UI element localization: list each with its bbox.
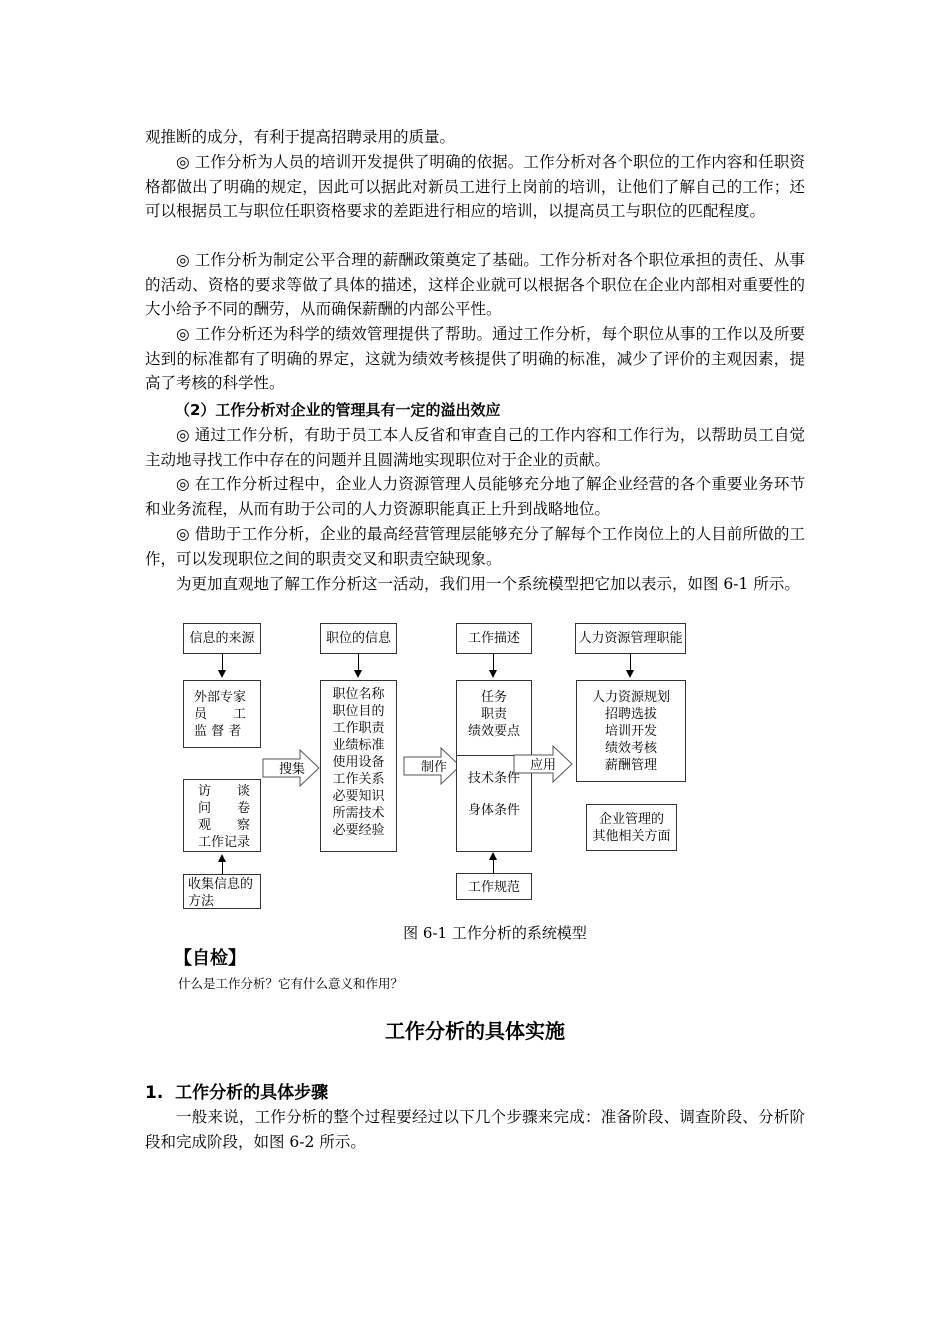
arrow-line — [493, 858, 494, 873]
box-item: 工作关系 — [332, 772, 385, 787]
box-item: 任务 — [480, 690, 507, 705]
box-item: 工作职责 — [332, 721, 385, 736]
paragraph: 一般来说，工作分析的整个过程要经过以下几个步骤来完成：准备阶段、调查阶段、分析阶段和完成阶段，如图 6-2 所示。 — [145, 1108, 805, 1151]
box-label: 职位的信息 — [325, 631, 391, 646]
paragraph: ◎ 在工作分析过程中，企业人力资源管理人员能够充分地了解企业经营的各个重要业务环节和业务流程，从而有助于公司的人力资源职能真正上升到战略地位。 — [145, 475, 805, 518]
arrow-down-icon — [489, 670, 497, 678]
arrow-down-icon — [354, 670, 362, 678]
box-item: 使用设备 — [332, 755, 385, 770]
box-item: 方法 — [188, 894, 215, 909]
box-item: 外部专家 — [194, 690, 247, 705]
other-management-box — [586, 804, 677, 851]
position-info-title-box — [320, 623, 397, 654]
box-item: 招聘选拔 — [604, 707, 657, 722]
hr-functions-title-box — [575, 623, 686, 654]
box-item: 业绩标准 — [332, 738, 385, 753]
arrow-line — [222, 860, 223, 874]
collection-method-box — [183, 874, 261, 909]
paragraph: ◎ 工作分析还为科学的绩效管理提供了帮助。通过工作分析，每个职位从事的工作以及所要达到的标准都有了明确的界定，这就为绩效考核提供了明确的标准，减少了评价的主观因素，提高了考核的科学性。 — [145, 325, 805, 392]
job-specification-box — [456, 873, 532, 900]
sources-box — [183, 680, 261, 748]
job-description-title-box — [456, 623, 532, 654]
box-item: 收集信息的 — [188, 877, 254, 892]
paragraph: 观推断的成分，有利于提高招聘录用的质量。 — [145, 128, 456, 146]
box-item: 培训开发 — [604, 724, 657, 739]
box-item: 其他相关方面 — [592, 829, 671, 844]
hr-functions-box — [576, 680, 686, 782]
box-item: 薪酬管理 — [604, 758, 657, 773]
position-info-box — [320, 680, 397, 852]
arrow-down-icon — [626, 670, 634, 678]
methods-box — [183, 779, 261, 852]
box-item: 必要经验 — [332, 823, 385, 838]
source-title-box — [183, 623, 261, 654]
paragraph: ◎ 借助于工作分析，企业的最高经营管理层能够充分了解每个工作岗位上的人目前所做的工作，可以发现职位之间的职责交叉和职责空缺现象。 — [145, 525, 805, 568]
box-item: 访 谈 — [198, 784, 251, 799]
box-item: 监 督 者 — [194, 724, 242, 739]
box-item: 职责 — [480, 707, 507, 722]
box-label: 工作描述 — [467, 631, 520, 646]
box-item: 工作记录 — [198, 835, 251, 850]
box-label: 工作规范 — [467, 880, 520, 895]
arrow-down-icon — [218, 670, 226, 678]
box-item: 职位名称 — [332, 687, 385, 702]
box-item: 必要知识 — [332, 789, 385, 804]
paragraph: 为更加直观地了解工作分析这一活动，我们用一个系统模型把它加以表示，如图 6-1 所示。 — [176, 575, 800, 593]
box-item: 观 察 — [198, 818, 251, 833]
box-item: 绩效考核 — [604, 741, 657, 756]
subheading: （2）工作分析对企业的管理具有一定的溢出效应 — [175, 401, 501, 419]
box-item: 企业管理的 — [598, 812, 664, 827]
box-label: 信息的来源 — [189, 631, 255, 646]
box-item: 员 工 — [194, 707, 247, 722]
section-title: 工作分析的具体实施 — [385, 1019, 565, 1043]
selfcheck-question: 什么是工作分析？它有什么意义和作用？ — [178, 976, 404, 991]
selfcheck-title: 【自检】 — [174, 948, 246, 969]
box-item: 问 卷 — [198, 801, 251, 816]
box-item: 所需技术 — [332, 806, 385, 821]
arrow-label: 应用 — [530, 758, 557, 773]
box-item: 职位目的 — [332, 704, 385, 719]
paragraph: ◎ 工作分析为制定公平合理的薪酬政策奠定了基础。工作分析对各个职位承担的责任、从事的活动、资格的要求等做了具体的描述，这样企业就可以根据各个职位在企业内部相对重要性的大小给予不同的酬劳，从而确保薪酬的内部公平性。 — [145, 251, 805, 318]
box-item: 人力资源规划 — [591, 690, 670, 705]
paragraph: ◎ 通过工作分析，有助于员工本人反省和审查自己的工作内容和工作行为，以帮助员工自觉主动地寻找工作中存在的问题并且圆满地实现职位对于企业的贡献。 — [145, 426, 805, 469]
box-item: 身体条件 — [467, 803, 520, 818]
box-label: 人力资源管理职能 — [578, 631, 683, 646]
subsection-title: 1. 工作分析的具体步骤 — [145, 1083, 329, 1103]
box-item: 技术条件 — [467, 771, 520, 786]
box-item: 绩效要点 — [467, 724, 520, 739]
paragraph: ◎ 工作分析为人员的培训开发提供了明确的依据。工作分析对各个职位的工作内容和任职资格都做出了明确的规定，因此可以据此对新员工进行上岗前的培训，让他们了解自己的工作；还可以根据员工与职位任职资格要求的差距进行相应的培训，以提高员工与职位的匹配程度。 — [145, 153, 805, 220]
arrow-label: 制作 — [421, 760, 448, 775]
figure-caption: 图 6-1 工作分析的系统模型 — [403, 924, 587, 942]
arrow-label: 搜集 — [279, 762, 306, 777]
